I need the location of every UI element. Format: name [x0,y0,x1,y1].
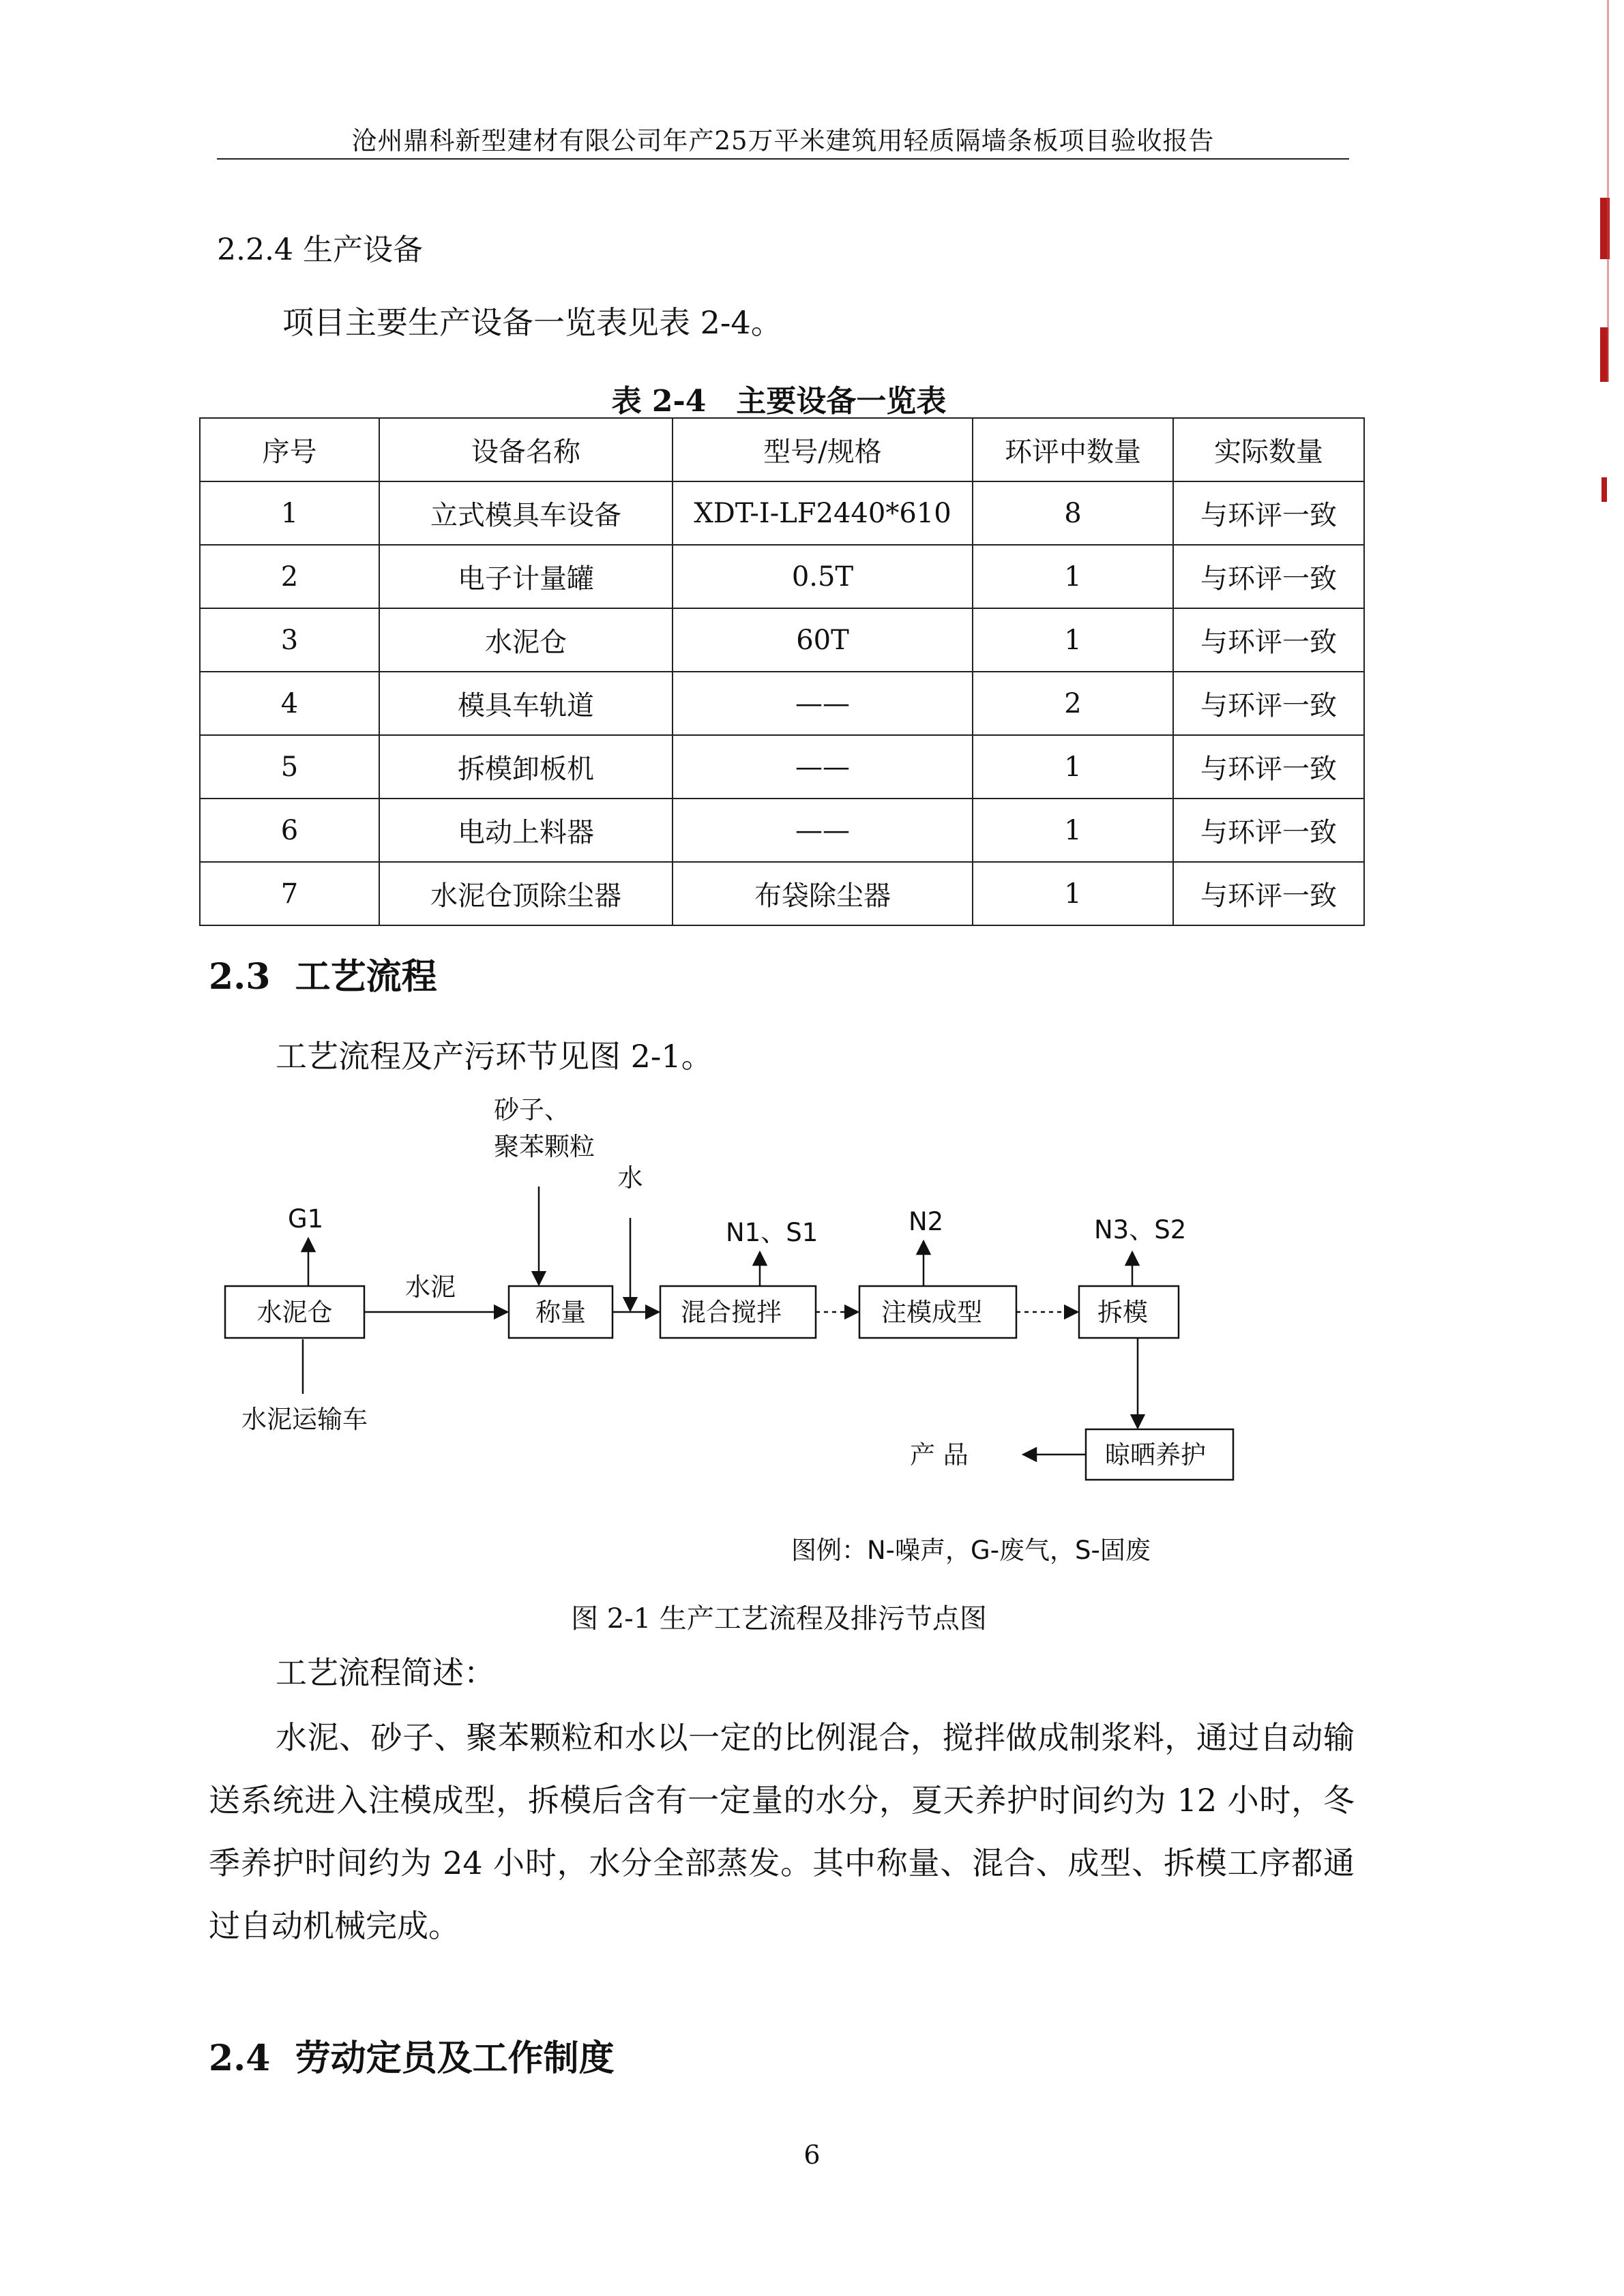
box-weigh-label: 称量 [535,1298,586,1327]
summary-title: 工艺流程简述： [276,1654,495,1691]
label-truck: 水泥运输车 [241,1405,368,1434]
table-cell: 8 [973,481,1173,545]
table-cell: 1 [200,481,379,545]
section-title: 劳动定员及工作制度 [295,2038,615,2079]
label-eps: 聚苯颗粒 [494,1132,595,1161]
column-header: 实际数量 [1173,418,1364,481]
section-number: 2.4 [209,2038,271,2079]
diagram-legend: 图例：N-噪声，G-废气，S-固废 [791,1536,1151,1565]
table-cell: 与环评一致 [1173,608,1364,672]
table-row [200,862,1364,925]
table-cell: 1 [973,862,1173,925]
table-cell: 电动上料器 [379,799,673,862]
table-cell: 与环评一致 [1173,481,1364,545]
section-heading-2-3 [209,948,437,999]
table-cell: 与环评一致 [1173,862,1364,925]
section-heading-2-4 [209,2029,615,2081]
column-header: 设备名称 [379,418,673,481]
label-n3s2: N3、S2 [1094,1215,1187,1244]
table-cell: 6 [200,799,379,862]
table-cell: 立式模具车设备 [379,481,673,545]
table-cell: XDT-I-LF2440*610 [673,481,973,545]
table-cell: 1 [973,735,1173,799]
table-cell: 模具车轨道 [379,672,673,735]
column-header: 序号 [200,418,379,481]
box-mold-label: 注模成型 [881,1298,982,1327]
table-cell: —— [673,672,973,735]
table-caption: 表 2-4 主要设备一览表 [611,384,947,419]
table-cell: 4 [200,672,379,735]
table-cell: 1 [973,608,1173,672]
table-cell: 1 [973,799,1173,862]
table-cell: 5 [200,735,379,799]
margin-rule [1607,0,1609,382]
table-cell: 拆模卸板机 [379,735,673,799]
table-row [200,545,1364,608]
label-cement: 水泥 [405,1272,456,1302]
box-cure-label: 晾晒养护 [1105,1440,1206,1470]
label-product: 产 品 [910,1440,969,1470]
table-cell: 电子计量罐 [379,545,673,608]
table-cell: 水泥仓顶除尘器 [379,862,673,925]
process-flow-diagram [199,1091,1304,1582]
label-n1s1: N1、S1 [726,1218,818,1247]
table-cell: 2 [200,545,379,608]
table-cell: 与环评一致 [1173,545,1364,608]
figure-caption: 图 2-1 生产工艺流程及排污节点图 [571,1603,987,1635]
header-rule [217,158,1349,160]
table-cell: 0.5T [673,545,973,608]
label-n2: N2 [909,1207,944,1236]
table-cell: 水泥仓 [379,608,673,672]
section-intro-2-3: 工艺流程及产污环节见图 2-1。 [276,1038,713,1075]
table-cell: —— [673,799,973,862]
table-row [200,672,1364,735]
table-cell: 与环评一致 [1173,735,1364,799]
box-demold-label: 拆模 [1097,1298,1148,1327]
page-header: 沧州鼎科新型建材有限公司年产25万平米建筑用轻质隔墙条板项目验收报告 [351,126,1215,155]
table-row [200,799,1364,862]
section-heading-2-2-4: 2.2.4 生产设备 [217,233,423,267]
label-sand: 砂子、 [494,1095,570,1124]
margin-mark [1601,477,1607,502]
table-cell: 与环评一致 [1173,799,1364,862]
page-number: 6 [803,2140,821,2170]
section-title: 工艺流程 [295,956,437,998]
column-header: 环评中数量 [973,418,1173,481]
table-row [200,735,1364,799]
box-silo-label: 水泥仓 [256,1298,333,1327]
table-row [200,608,1364,672]
table-cell: —— [673,735,973,799]
label-g1: G1 [288,1204,324,1234]
section-number: 2.3 [209,956,271,998]
column-header: 型号/规格 [673,418,973,481]
table-cell: 布袋除尘器 [673,862,973,925]
table-cell: 1 [973,545,1173,608]
table-cell: 60T [673,608,973,672]
label-water: 水 [617,1163,643,1193]
box-mix-label: 混合搅拌 [681,1298,782,1327]
table-row [200,481,1364,545]
table-cell: 7 [200,862,379,925]
table-cell: 3 [200,608,379,672]
table-header-row [200,418,1364,481]
equipment-table [199,417,1365,926]
table-cell: 与环评一致 [1173,672,1364,735]
section-intro-2-2-4: 项目主要生产设备一览表见表 2-4。 [282,304,782,341]
summary-paragraph: 水泥、砂子、聚苯颗粒和水以一定的比例混合，搅拌做成制浆料，通过自动输送系统进入注模成型，拆模后含有一定量的水分，夏天养护时间约为 12 小时，冬季养护时间约为 24 小时，水分全部蒸发。其中称量、混合、成型、拆模工序都通过自动机械完成。 [209,1719,1355,1944]
table-cell: 2 [973,672,1173,735]
